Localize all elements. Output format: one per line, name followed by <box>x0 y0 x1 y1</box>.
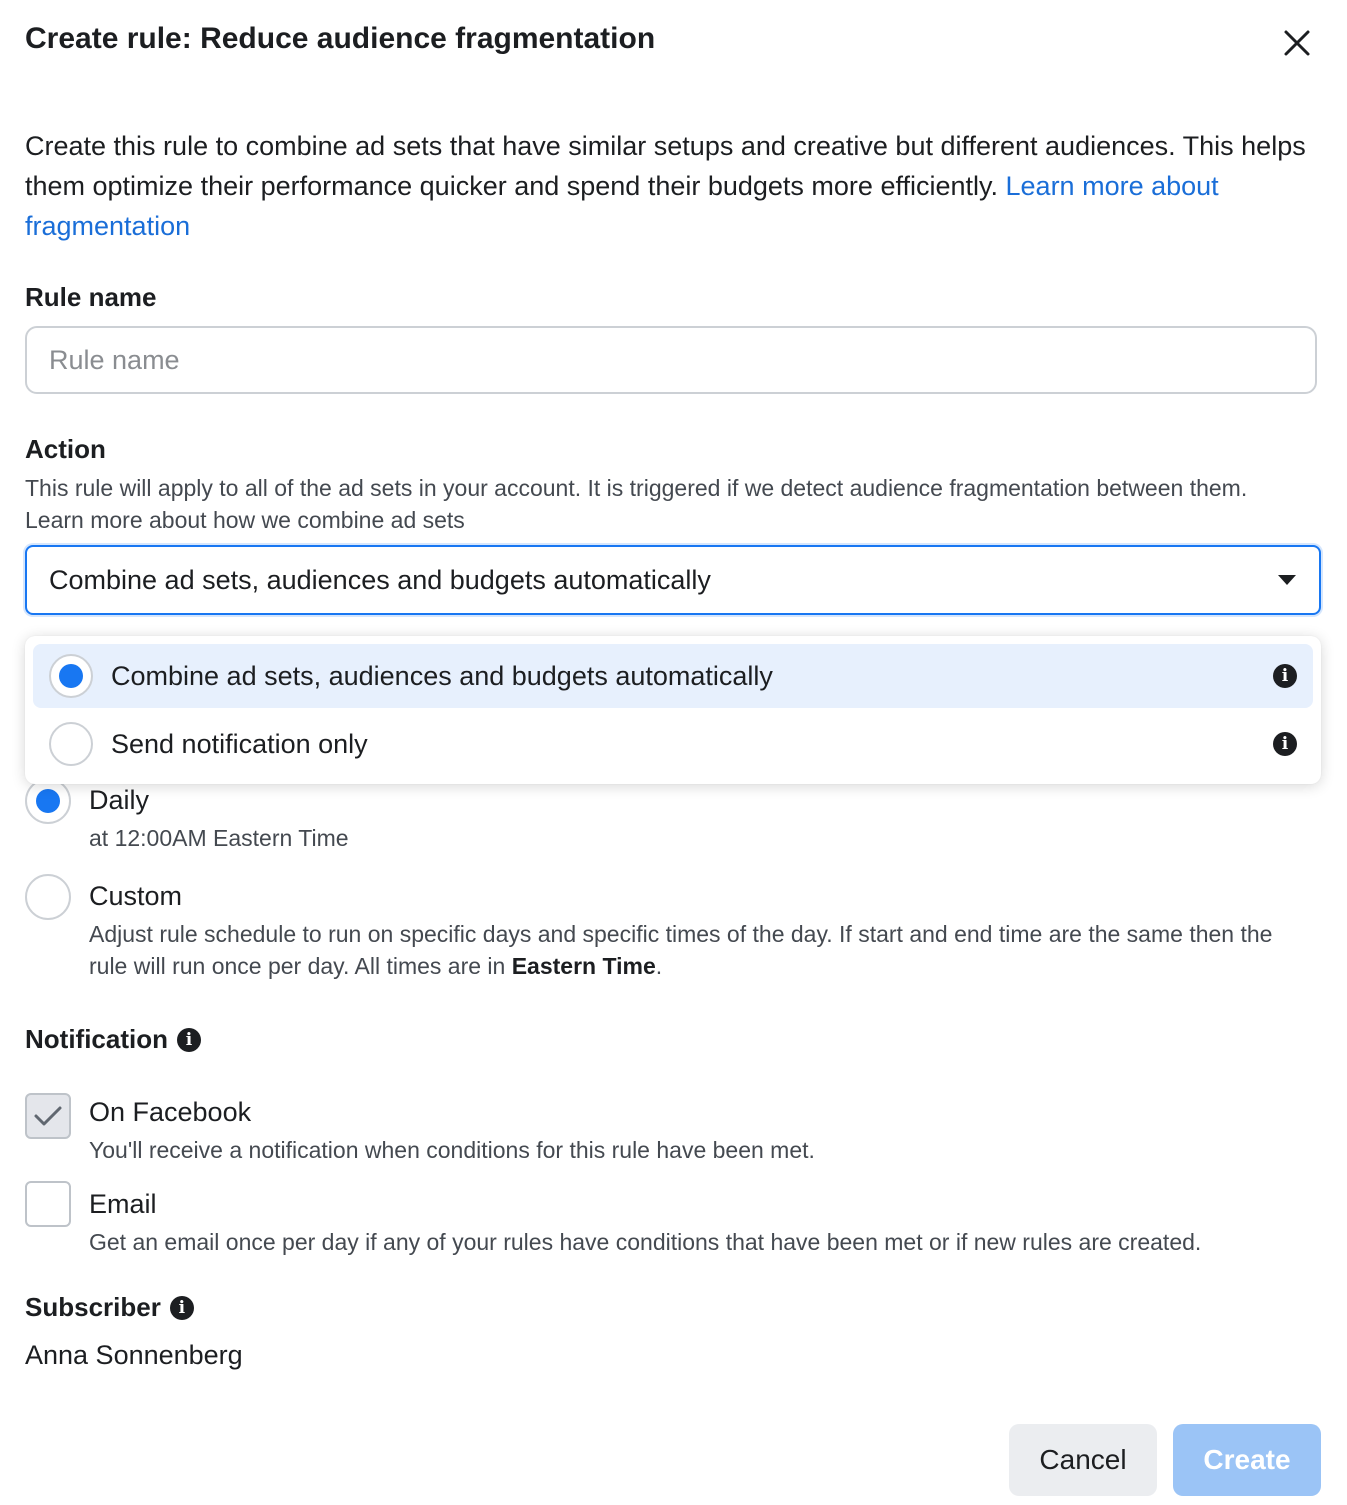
create-button[interactable]: Create <box>1173 1424 1321 1496</box>
radio-unselected[interactable] <box>49 722 93 766</box>
subscriber-label: Subscriber <box>25 1292 161 1322</box>
facebook-title: On Facebook <box>89 1097 252 1127</box>
action-option-combine[interactable] <box>33 644 1313 708</box>
action-label: Action <box>25 434 106 464</box>
action-option-label: Combine ad sets, audiences and budgets automatically <box>111 660 773 691</box>
schedule-custom-option[interactable] <box>25 874 1315 982</box>
email-desc: Get an email once per day if any of your rules have conditions that have been met or if new rules are created. <box>89 1229 1202 1255</box>
rule-name-label: Rule name <box>25 282 157 312</box>
cancel-button[interactable]: Cancel <box>1009 1424 1157 1496</box>
close-button[interactable] <box>1276 22 1318 64</box>
notification-email-option[interactable] <box>25 1181 1201 1258</box>
email-checkbox[interactable] <box>25 1181 71 1227</box>
intro-text <box>25 126 1315 246</box>
schedule-daily-option[interactable] <box>25 778 349 854</box>
info-icon[interactable]: i <box>177 1028 201 1052</box>
radio-selected[interactable] <box>49 654 93 698</box>
rule-name-input[interactable] <box>25 326 1317 394</box>
custom-desc: Adjust rule schedule to run on specific days and specific times of the day. If start and end time are the same then the rule will run once per day. All times are in Eastern Time. <box>89 921 1273 979</box>
info-icon[interactable]: i <box>1273 732 1297 756</box>
daily-radio[interactable] <box>25 778 71 824</box>
learn-more-fragmentation-link[interactable]: Learn more about fragmentation <box>25 171 1219 241</box>
facebook-checkbox[interactable] <box>25 1093 71 1139</box>
action-select[interactable] <box>25 545 1321 615</box>
caret-down-icon <box>1277 574 1297 586</box>
daily-title: Daily <box>89 785 150 815</box>
info-icon[interactable]: i <box>1273 664 1297 688</box>
action-select-value: Combine ad sets, audiences and budgets automatically <box>49 564 711 595</box>
notification-heading <box>25 1024 201 1055</box>
subscriber-heading <box>25 1292 194 1323</box>
custom-title: Custom <box>89 881 183 911</box>
notification-facebook-option[interactable] <box>25 1093 815 1166</box>
learn-more-combine-link[interactable]: Learn more about how we combine ad sets <box>25 507 465 533</box>
dialog-title: Create rule: Reduce audience fragmentation <box>25 22 656 55</box>
info-icon[interactable]: i <box>170 1296 194 1320</box>
facebook-desc: You'll receive a notification when conditions for this rule have been met. <box>89 1137 815 1163</box>
close-icon[interactable] <box>1283 29 1311 57</box>
daily-desc: at 12:00AM Eastern Time <box>89 825 349 851</box>
notification-label: Notification <box>25 1024 168 1054</box>
action-help-text: This rule will apply to all of the ad sets in your account. It is triggered if we detect audience fragmentation between them. <box>25 475 1248 501</box>
action-option-label: Send notification only <box>111 728 368 759</box>
intro-body: Create this rule to combine ad sets that have similar setups and creative but different audiences. This helps them optimize their performance quicker and spend their budgets more efficiently. <box>25 131 1306 201</box>
email-title: Email <box>89 1189 157 1219</box>
action-dropdown-menu <box>25 636 1321 784</box>
action-option-notify[interactable] <box>33 712 1313 776</box>
subscriber-name: Anna Sonnenberg <box>25 1340 243 1370</box>
custom-radio[interactable] <box>25 874 71 920</box>
checkmark-icon <box>33 1104 63 1128</box>
